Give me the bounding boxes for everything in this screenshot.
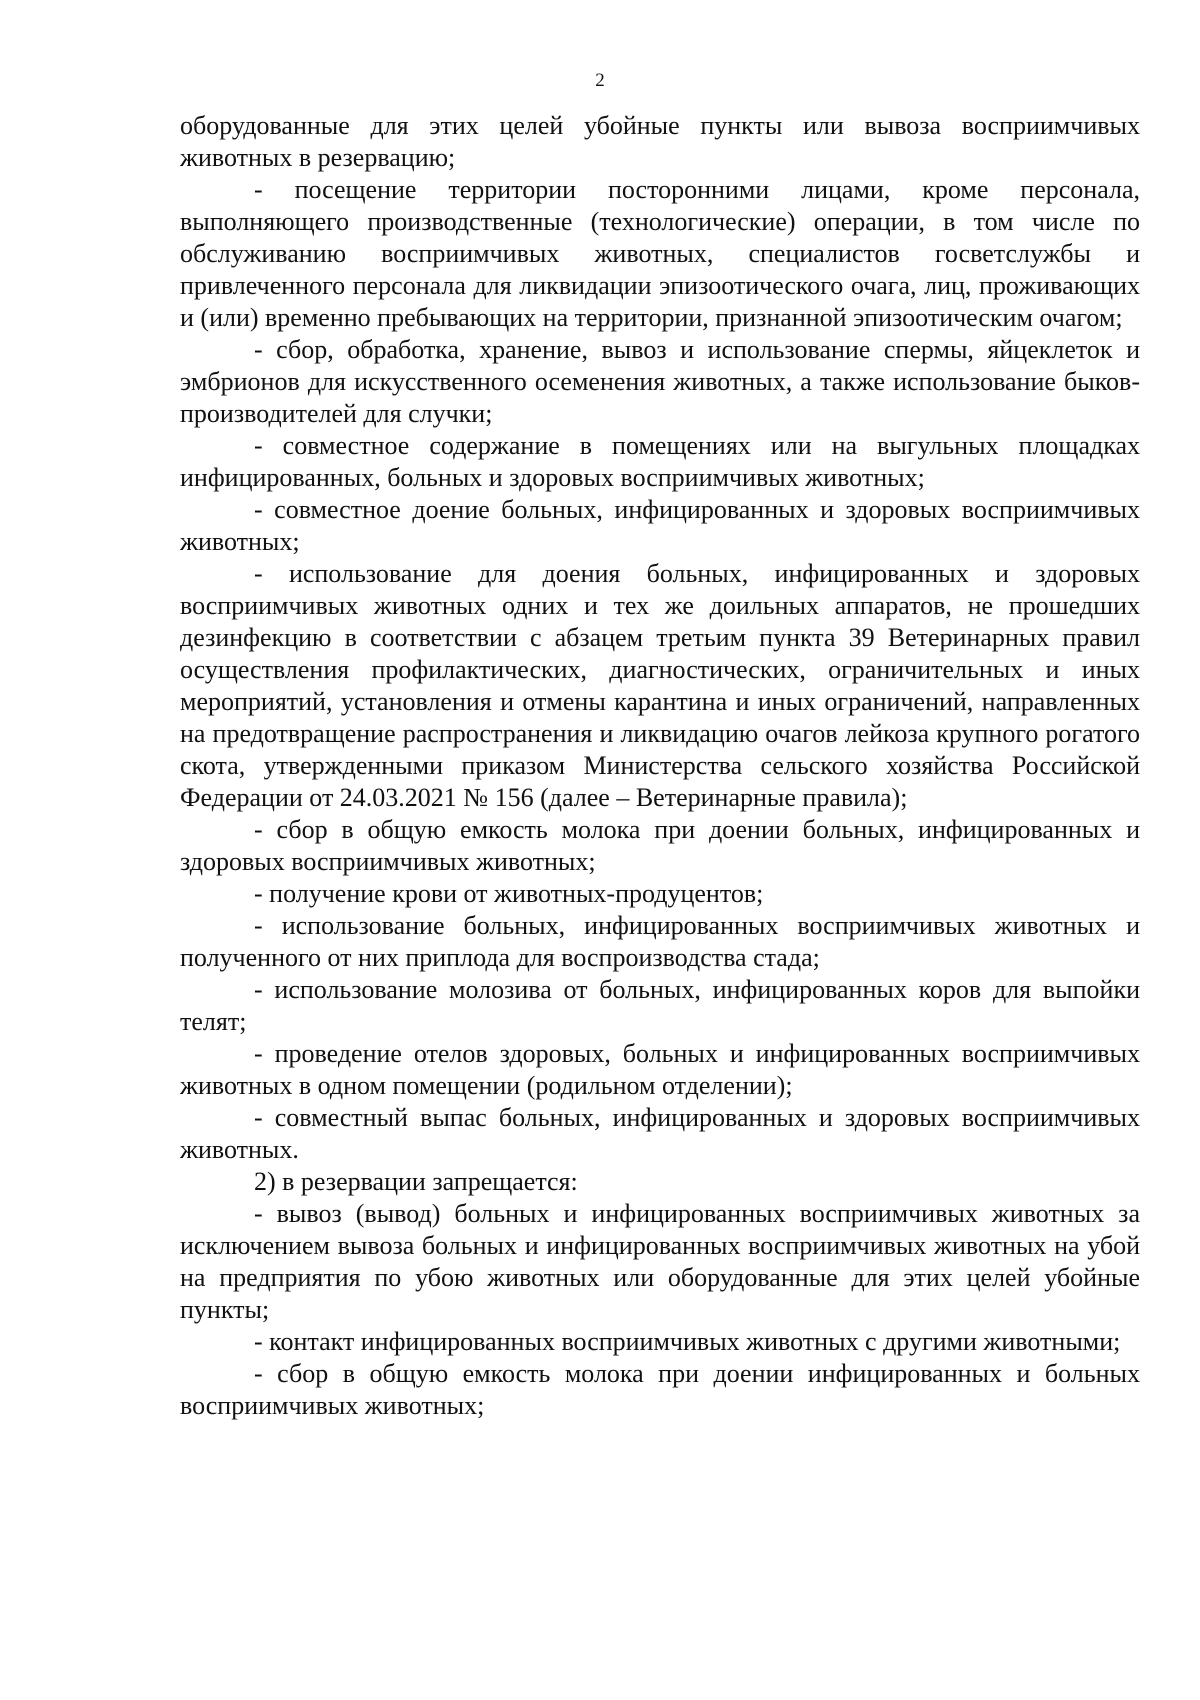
paragraph: оборудованные для этих целей убойные пункты или вывоза восприимчивых животных в резервацию; — [180, 111, 1140, 172]
paragraph: - использование молозива от больных, инфицированных коров для выпойки телят; — [180, 975, 1140, 1036]
paragraph: - сбор, обработка, хранение, вывоз и использование спермы, яйцеклеток и эмбрионов для искусственного осеменения животных, а также использование быков-производителей для случки; — [180, 335, 1140, 428]
paragraph: - сбор в общую емкость молока при доении инфицированных и больных восприимчивых животных; — [180, 1359, 1140, 1420]
paragraph: - совместное содержание в помещениях или на выгульных площадках инфицированных, больных и здоровых восприимчивых животных; — [180, 431, 1140, 492]
page-number: 2 — [595, 70, 605, 91]
paragraph: - посещение территории посторонними лицами, кроме персонала, выполняющего производственные (технологические) операции, в том числе по обслуживанию восприимчивых животных, специалистов госветслужбы и привлеченного персонала для ликвидации эпизоотического очага, лиц, проживающих и (или) временно пребывающих на территории, признанной эпизоотическим очагом; — [180, 175, 1140, 332]
paragraph: - контакт инфицированных восприимчивых животных с другими животными; — [254, 1327, 1121, 1356]
paragraph: - совместный выпас больных, инфицированных и здоровых восприимчивых животных. — [180, 1103, 1140, 1164]
paragraph: - использование больных, инфицированных восприимчивых животных и полученного от них приплода для воспроизводства стада; — [180, 911, 1140, 972]
paragraph: - вывоз (вывод) больных и инфицированных восприимчивых животных за исключением вывоза больных и инфицированных восприимчивых животных на убой на предприятия по убою животных или оборудованные для этих целей убойные пункты; — [180, 1199, 1140, 1324]
document-body — [180, 110, 1140, 1422]
paragraph: - получение крови от животных-продуцентов; — [254, 879, 764, 908]
paragraph: - сбор в общую емкость молока при доении больных, инфицированных и здоровых восприимчивых животных; — [180, 815, 1140, 876]
paragraph: - использование для доения больных, инфицированных и здоровых восприимчивых животных одних и тех же доильных аппаратов, не прошедших дезинфекцию в соответствии с абзацем третьим пункта 39 Ветеринарных правил осуществления профилактических, диагностических, ограничительных и иных мероприятий, установления и отмены карантина и иных ограничений, направленных на предотвращение распространения и ликвидацию очагов лейкоза крупного рогатого скота, утвержденными приказом Министерства сельского хозяйства Российской Федерации от 24.03.2021 № 156 (далее – Ветеринарные правила); — [180, 559, 1140, 812]
paragraph: - совместное доение больных, инфицированных и здоровых восприимчивых животных; — [180, 495, 1140, 556]
paragraph: - проведение отелов здоровых, больных и инфицированных восприимчивых животных в одном помещении (родильном отделении); — [180, 1039, 1140, 1100]
paragraph: 2) в резервации запрещается: — [254, 1167, 578, 1196]
